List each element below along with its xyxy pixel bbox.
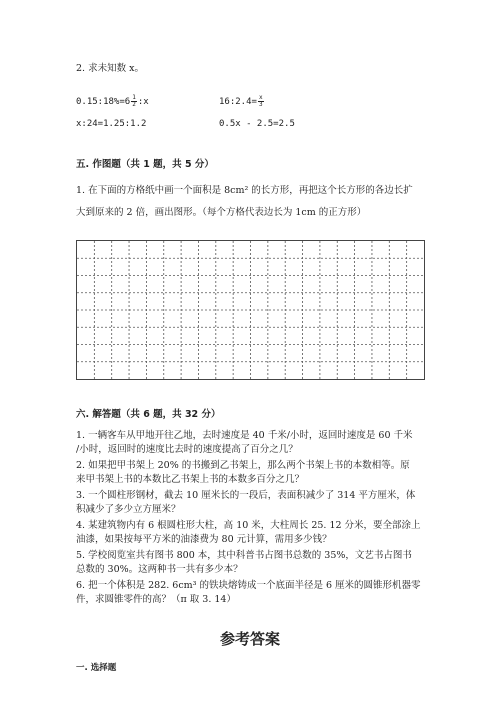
section5-q1-line1: 1. 在下面的方格纸中画一个面积是 8cm² 的长方形，再把这个长方形的各边长扩 <box>76 185 413 196</box>
question-line: 总数的 30%。这两种书一共有多少本？ <box>76 563 243 575</box>
question-line: 积减少了多少立方厘米？ <box>76 503 181 515</box>
equation-1 <box>76 95 149 108</box>
eq1-fraction <box>131 95 137 108</box>
question-line: 件，求圆锥零件的高？（π 取 3. 14） <box>76 593 236 605</box>
question-line: 4. 某建筑物内有 6 根圆柱形大柱，高 10 米，大柱周长 25. 12 分米，要全部涂上 <box>76 520 421 531</box>
eq2-frac-num: x <box>258 94 263 101</box>
section5-q1-line2: 大到原来的 2 倍，画出图形。（每个方格代表边长为 1cm 的正方形） <box>76 207 367 218</box>
eq1-suffix: :x <box>137 97 149 107</box>
equation-3: x:24=1.25:1.2 <box>76 119 147 129</box>
section5-heading: 五. 作图题（共 1 题，共 5 分） <box>76 159 214 170</box>
question-line: 2. 如果把甲书架上 20% 的书搬到乙书架上，那么两个书架上书的本数相等。原 <box>76 460 410 471</box>
section6-heading: 六. 解答题（共 6 题，共 32 分） <box>76 409 221 420</box>
section6-questions <box>76 428 421 608</box>
q2-title: 2. 求未知数 x。 <box>76 63 144 74</box>
question-line: 6. 把一个体积是 282. 6cm³ 的铁块熔铸成一个底面半径是 6 厘米的圆锥形机器零 <box>76 580 421 591</box>
eq2-frac-den: 3 <box>258 101 263 108</box>
eq2-prefix: 16:2.4= <box>219 97 257 107</box>
eq1-prefix: 0.15:18%=6 <box>76 97 131 107</box>
question-line: /小时，返回时的速度比去时的速度提高了百分之几？ <box>76 443 298 455</box>
equation-4: 0.5x - 2.5=2.5 <box>219 119 295 129</box>
grid-paper[interactable] <box>76 240 425 380</box>
eq1-frac-den: 2 <box>132 101 136 108</box>
grid-lines <box>77 241 424 379</box>
eq1-frac-num: 1 <box>132 94 136 101</box>
equation-2 <box>219 95 265 108</box>
question-line: 3. 一个圆柱形钢材，截去 10 厘米长的一段后，表面积减少了 314 平方厘米，体 <box>76 490 416 501</box>
question-line: 油漆，如果按每平方米的油漆费为 80 元计算，需用多少钱？ <box>76 533 332 545</box>
answers-section-1: 一. 选择题 <box>76 663 117 673</box>
eq2-fraction <box>258 95 264 108</box>
question-line: 来甲书架上书的本数比乙书架上书的本数多百分之几？ <box>76 473 305 485</box>
answers-title: 参考答案 <box>219 630 280 648</box>
question-line: 1. 一辆客车从甲地开往乙地，去时速度是 40 千米/小时，返回时速度是 60 千米 <box>76 430 413 441</box>
question-line: 5. 学校阅览室共有图书 800 本，其中科普书占图书总数的 35%，文艺书占图书 <box>76 550 412 561</box>
